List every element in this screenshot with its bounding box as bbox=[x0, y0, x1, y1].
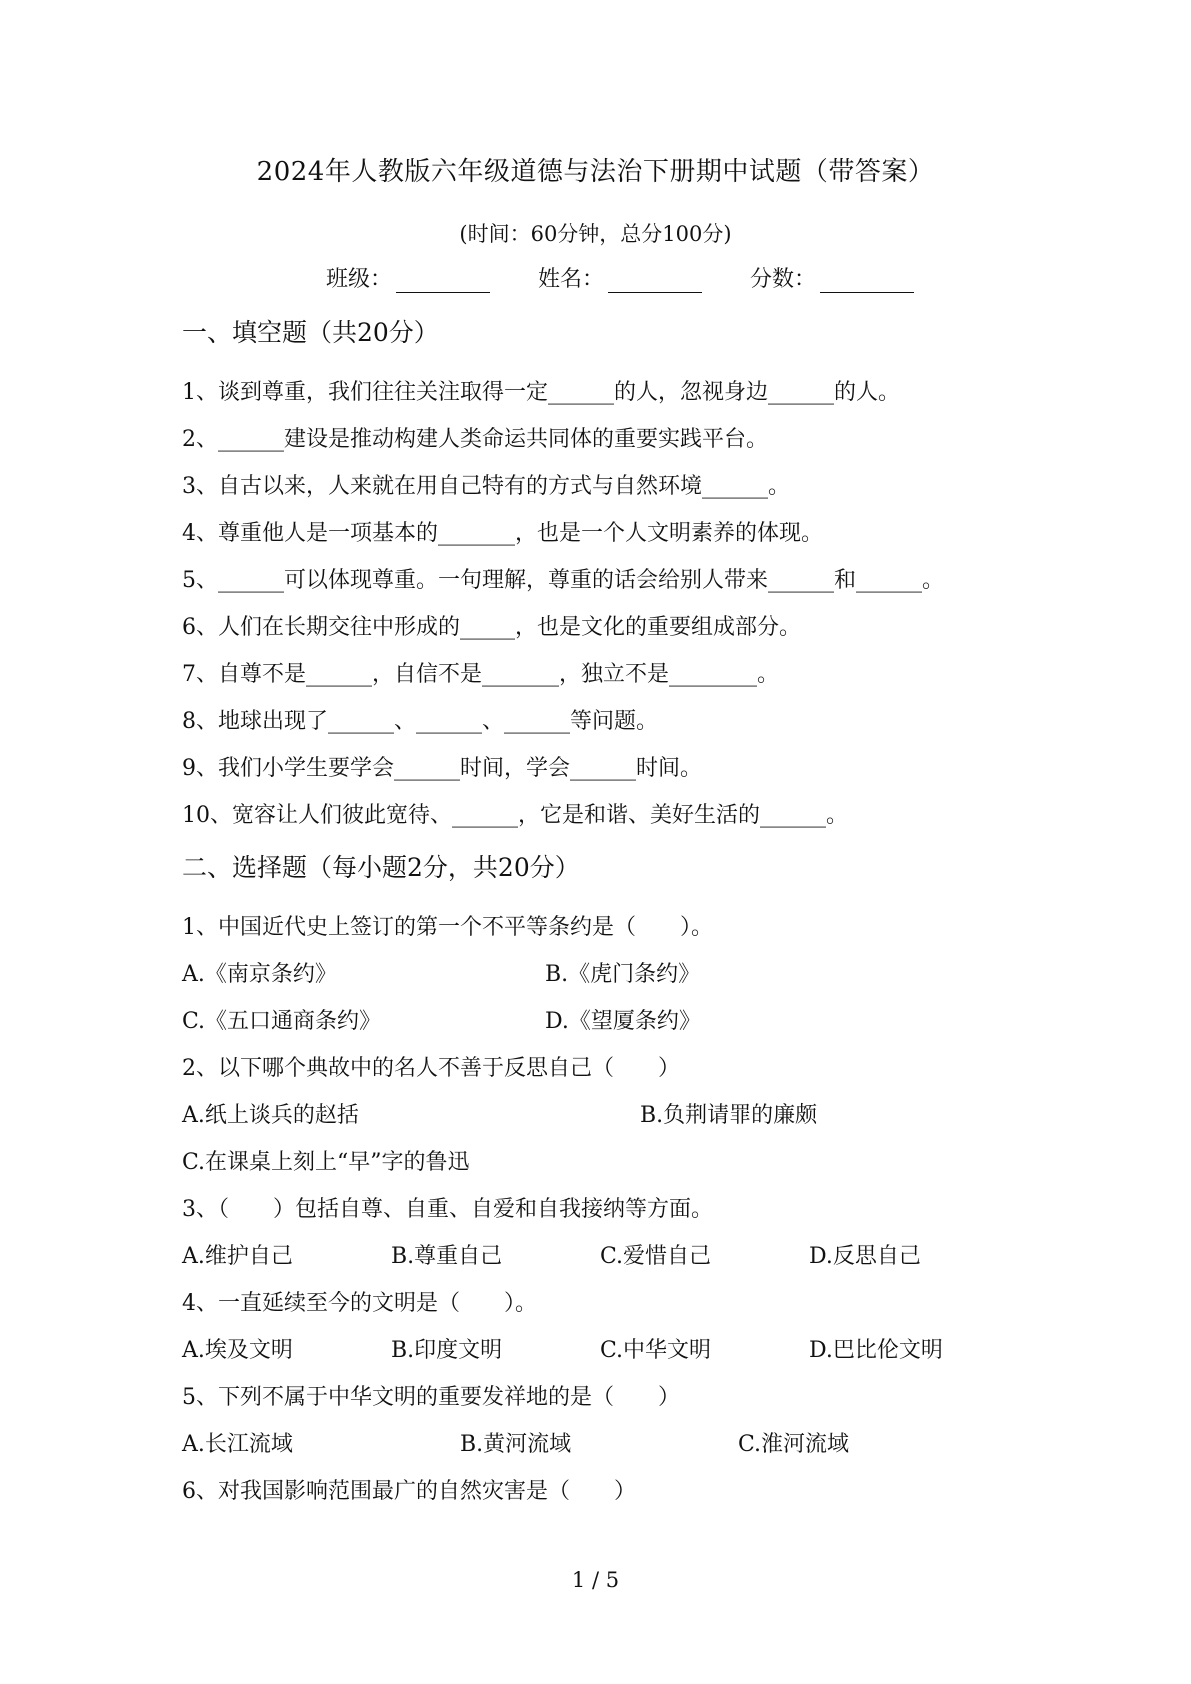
choice-question-3-option-b: B.尊重自己 bbox=[391, 1244, 503, 1269]
fill-question-7: 7、自尊不是______，自信不是_______，独立不是________。 bbox=[182, 662, 779, 687]
fill-question-5: 5、______可以体现尊重。一句理解，尊重的话会给别人带来______和______。 bbox=[182, 568, 944, 593]
fill-question-6: 6、人们在长期交往中形成的_____，也是文化的重要组成部分。 bbox=[182, 615, 801, 640]
choice-question-3-option-c: C.爱惜自己 bbox=[600, 1244, 712, 1269]
choice-question-5-stem: 5、下列不属于中华文明的重要发祥地的是（ ） bbox=[182, 1385, 680, 1410]
choice-question-2-stem: 2、以下哪个典故中的名人不善于反思自己（ ） bbox=[182, 1056, 680, 1081]
choice-question-1-option-c: C.《五口通商条约》 bbox=[182, 1009, 382, 1034]
choice-question-3-option-a: A.维护自己 bbox=[182, 1244, 293, 1269]
choice-question-4-option-a: A.埃及文明 bbox=[182, 1338, 293, 1363]
choice-question-5-option-c: C.淮河流域 bbox=[738, 1432, 850, 1457]
choice-question-3-option-d: D.反思自己 bbox=[809, 1244, 921, 1269]
choice-question-4-stem: 4、一直延续至今的文明是（ ）。 bbox=[182, 1291, 537, 1316]
choice-question-4-option-c: C.中华文明 bbox=[600, 1338, 712, 1363]
class-blank bbox=[396, 270, 490, 293]
choice-question-5-option-b: B.黄河流域 bbox=[460, 1432, 572, 1457]
choice-question-2-option-a: A.纸上谈兵的赵括 bbox=[182, 1103, 359, 1128]
fill-question-10: 10、宽容让人们彼此宽待、______，它是和谐、美好生活的______。 bbox=[182, 803, 848, 828]
section-heading-fill-blank: 一、填空题（共20分） bbox=[182, 318, 439, 347]
fill-question-2: 2、______建设是推动构建人类命运共同体的重要实践平台。 bbox=[182, 427, 768, 452]
class-label: 班级： bbox=[326, 267, 393, 292]
fill-question-8: 8、地球出现了______、______、______等问题。 bbox=[182, 709, 658, 734]
choice-question-5-option-a: A.长江流域 bbox=[182, 1432, 293, 1457]
fill-question-3: 3、自古以来，人来就在用自己特有的方式与自然环境______。 bbox=[182, 474, 790, 499]
choice-question-6-stem: 6、对我国影响范围最广的自然灾害是（ ） bbox=[182, 1479, 636, 1504]
name-blank bbox=[608, 270, 702, 293]
score-label: 分数： bbox=[750, 267, 817, 292]
section-heading-choice: 二、选择题（每小题2分，共20分） bbox=[182, 853, 580, 882]
fill-question-9: 9、我们小学生要学会______时间，学会______时间。 bbox=[182, 756, 702, 781]
choice-question-1-option-a: A.《南京条约》 bbox=[182, 962, 337, 987]
choice-question-2-option-b: B.负荆请罪的廉颇 bbox=[640, 1103, 818, 1128]
fill-question-1: 1、谈到尊重，我们往往关注取得一定______的人，忽视身边______的人。 bbox=[182, 380, 900, 405]
choice-question-1-option-b: B.《虎门条约》 bbox=[545, 962, 701, 987]
score-field bbox=[750, 262, 914, 293]
choice-question-2-option-c: C.在课桌上刻上“早”字的鲁迅 bbox=[182, 1150, 470, 1175]
page-number: 1 / 5 bbox=[571, 1568, 620, 1592]
score-blank bbox=[820, 270, 914, 293]
fill-question-4: 4、尊重他人是一项基本的_______，也是一个人文明素养的体现。 bbox=[182, 521, 823, 546]
student-info-row bbox=[326, 262, 962, 293]
name-label: 姓名： bbox=[538, 267, 605, 292]
choice-question-4-option-d: D.巴比伦文明 bbox=[809, 1338, 943, 1363]
choice-question-3-stem: 3、（ ）包括自尊、自重、自爱和自我接纳等方面。 bbox=[182, 1197, 713, 1222]
choice-question-1-option-d: D.《望厦条约》 bbox=[545, 1009, 701, 1034]
name-field bbox=[538, 262, 702, 293]
choice-question-4-option-b: B.印度文明 bbox=[391, 1338, 503, 1363]
choice-question-1-stem: 1、中国近代史上签订的第一个不平等条约是（ ）。 bbox=[182, 915, 713, 940]
page-title: 2024年人教版六年级道德与法治下册期中试题（带答案） bbox=[256, 157, 935, 187]
exam-subtitle: (时间：60分钟，总分100分) bbox=[459, 222, 732, 246]
class-field bbox=[326, 262, 490, 293]
